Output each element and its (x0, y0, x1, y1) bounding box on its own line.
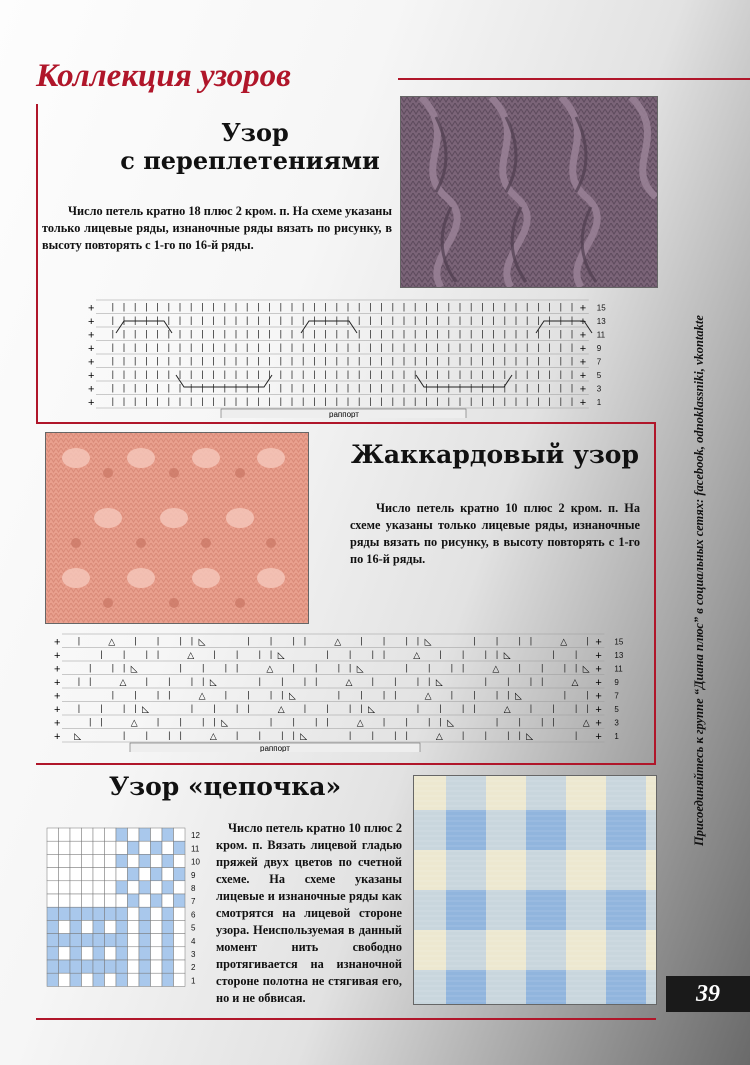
color-cell (47, 947, 59, 960)
color-cell (139, 920, 151, 933)
lace-stitch-symbol: △ (209, 732, 217, 742)
page-number-box (666, 976, 750, 1012)
color-cell (93, 934, 105, 947)
color-cell (105, 894, 117, 907)
edge-stitch: + (595, 636, 602, 649)
pattern2-title: Жаккардовый узор (351, 440, 639, 469)
lace-stitch-symbol: △ (582, 718, 590, 729)
edge-stitch: + (88, 383, 95, 396)
pattern2-photo (45, 432, 309, 624)
color-cell (174, 881, 186, 894)
color-cell (116, 920, 128, 933)
lace-stitch-symbol: ◺ (74, 732, 82, 742)
color-cell (59, 907, 71, 920)
color-cell (82, 854, 94, 867)
color-cell (162, 854, 174, 867)
lace-stitch-symbol: ◺ (526, 732, 534, 742)
edge-stitch: + (579, 397, 587, 409)
color-cell (162, 894, 174, 907)
edge-stitch: + (88, 356, 95, 369)
color-cell (93, 868, 105, 881)
lace-stitch-symbol: ◺ (221, 718, 229, 729)
edge-stitch: + (54, 731, 61, 743)
color-cell (128, 841, 140, 854)
color-cell (116, 973, 128, 986)
color-cell (139, 973, 151, 986)
lace-stitch-symbol: ◺ (356, 664, 364, 675)
color-cell (151, 841, 163, 854)
color-cell (128, 828, 140, 841)
color-cell (105, 828, 117, 841)
color-cell (93, 947, 105, 960)
lace-stitch-symbol: ◺ (447, 718, 455, 729)
color-cell (82, 868, 94, 881)
color-cell (139, 947, 151, 960)
pattern1-title-line1: Узор (221, 118, 289, 147)
rapport-label: раппорт (260, 744, 290, 752)
color-cell (82, 960, 94, 973)
pattern3-description: Число петель кратно 10 плюс 2 кром. п. Вязать лицевой гладью пряжей двух цветов по счетной схеме. На схеме указаны лицевые и изнаночные ряды как смотрятся на лицевой стороне узора. Неиспользуемая в данный момент нить свободно протягивается на изнаночной стороне полотна не стягивая его, но и не обвисая. (216, 821, 402, 1005)
color-cell (174, 920, 186, 933)
color-cell (47, 881, 59, 894)
edge-stitch: + (88, 329, 95, 342)
color-cell (162, 960, 174, 973)
color-cell (47, 934, 59, 947)
edge-stitch: + (54, 717, 61, 730)
bottom-rule (36, 1018, 656, 1020)
edge-stitch: + (579, 383, 587, 396)
color-cell (82, 947, 94, 960)
color-cell (151, 934, 163, 947)
color-cell (82, 828, 94, 841)
color-cell (70, 894, 82, 907)
lace-stitch-symbol: △ (492, 664, 500, 675)
color-cell (116, 947, 128, 960)
color-cell (93, 828, 105, 841)
color-cell (105, 868, 117, 881)
pattern3-chart (45, 826, 220, 996)
lace-stitch-symbol: △ (560, 637, 568, 648)
edge-stitch: + (88, 397, 95, 409)
color-cell (70, 973, 82, 986)
color-cell (116, 841, 128, 854)
lace-stitch-symbol: ◺ (435, 678, 443, 688)
row-number: 15 (596, 303, 606, 313)
color-cell (151, 907, 163, 920)
gingham-block (606, 970, 646, 1004)
lace-stitch-symbol: △ (571, 678, 579, 688)
jacquard-lace-swatch (46, 433, 308, 623)
color-cell (174, 947, 186, 960)
lace-stitch-symbol: △ (198, 691, 206, 702)
row-number: 8 (191, 884, 196, 893)
lace-stitch-symbol: △ (334, 637, 342, 648)
color-cell (47, 854, 59, 867)
row-number: 5 (596, 371, 602, 380)
color-cell (116, 960, 128, 973)
row-number: 1 (191, 976, 196, 986)
color-cell (93, 854, 105, 867)
color-cell (151, 828, 163, 841)
color-cell (70, 868, 82, 881)
color-cell (93, 960, 105, 973)
lace-stitch-symbol: △ (108, 637, 116, 648)
color-cell (82, 934, 94, 947)
color-cell (70, 841, 82, 854)
color-cell (128, 973, 140, 986)
header-rule (398, 78, 750, 80)
lace-stitch-symbol: △ (435, 732, 443, 742)
pattern3-title: Узор «цепочка» (108, 772, 342, 801)
edge-stitch: + (595, 677, 602, 689)
color-cell (174, 907, 186, 920)
color-cell (162, 973, 174, 986)
color-cell (139, 881, 151, 894)
rapport-label: раппорт (329, 410, 359, 418)
color-cell (162, 881, 174, 894)
color-cell (70, 907, 82, 920)
color-cell (59, 854, 71, 867)
edge-stitch: + (54, 663, 61, 676)
color-cell (162, 947, 174, 960)
gingham-block (526, 970, 566, 1004)
color-cell (162, 934, 174, 947)
color-cell (47, 973, 59, 986)
lace-stitch-symbol: ◺ (424, 637, 432, 648)
lace-stitch-symbol: ◺ (198, 637, 206, 648)
lace-stitch-symbol: △ (130, 718, 138, 729)
lace-stitch-symbol: ◺ (515, 691, 522, 702)
lace-stitch-symbol: △ (187, 651, 195, 661)
color-cell (105, 881, 117, 894)
edge-stitch: + (579, 370, 587, 382)
pattern3-photo (413, 775, 657, 1005)
color-cell (105, 934, 117, 947)
lace-stitch-symbol: ◺ (142, 705, 150, 715)
color-cell (59, 920, 71, 933)
color-cell (82, 841, 94, 854)
color-cell (59, 973, 71, 986)
color-cell (116, 854, 128, 867)
row-number: 7 (614, 691, 619, 701)
gingham-block (646, 970, 656, 1004)
edge-stitch: + (54, 650, 61, 662)
lace-stitch-symbol: △ (277, 705, 285, 715)
lace-stitch-symbol: △ (266, 664, 274, 675)
sidebar-text: Присоединяйтесь к группе “Диана плюс” в социальных сетях: facebook, odnoklassniki, vkontakte (692, 315, 706, 846)
gingham-block (566, 970, 606, 1004)
color-cell (70, 881, 82, 894)
lace-stitch-symbol: ◺ (582, 664, 590, 675)
color-cell (128, 881, 140, 894)
pattern1-photo (400, 96, 658, 288)
lace-stitch-symbol: ◺ (130, 664, 138, 675)
page-number: 39 (696, 981, 720, 1007)
color-cell (162, 907, 174, 920)
row-number: 10 (191, 857, 200, 867)
edge-stitch: + (54, 677, 61, 689)
row-number: 11 (596, 330, 606, 340)
color-cell (105, 960, 117, 973)
chain-gingham-swatch (414, 776, 656, 1004)
color-cell (47, 907, 59, 920)
row-number: 15 (614, 637, 624, 647)
color-cell (59, 947, 71, 960)
row-number: 3 (596, 384, 602, 394)
pattern1-description: Число петель кратно 18 плюс 2 кром. п. На схеме указаны только лицевые ряды, изнаночные ряды вязать по рисунку, в высоту повторять с 1-го по 16-й ряды. (42, 204, 392, 252)
pattern2-description: Число петель кратно 10 плюс 2 кром. п. На схеме указаны только лицевые ряды, изнаночные ряды вязать по рисунку, в высоту повторять с 1-го по 16-й ряды. (350, 501, 640, 566)
color-cell (105, 973, 117, 986)
edge-stitch: + (595, 663, 602, 676)
color-cell (47, 868, 59, 881)
row-number: 3 (191, 950, 196, 959)
edge-stitch: + (54, 704, 61, 716)
color-cell (70, 947, 82, 960)
row-number: 13 (614, 651, 624, 660)
pattern1-bottom-rule (36, 422, 656, 424)
edge-stitch: + (579, 356, 587, 369)
edge-stitch: + (595, 690, 602, 703)
color-cell (59, 894, 71, 907)
color-cell (59, 934, 71, 947)
edge-stitch: + (88, 343, 95, 355)
color-cell (162, 868, 174, 881)
color-cell (70, 960, 82, 973)
edge-stitch: + (595, 717, 602, 730)
gingham-block (414, 970, 446, 1004)
color-cell (82, 894, 94, 907)
pattern2-chart (54, 630, 644, 752)
color-cell (151, 894, 163, 907)
color-cell (151, 881, 163, 894)
edge-stitch: + (88, 302, 95, 315)
color-cell (151, 960, 163, 973)
color-cell (139, 828, 151, 841)
row-number: 9 (596, 344, 602, 353)
row-number: 1 (596, 398, 602, 407)
color-cell (128, 934, 140, 947)
row-number: 5 (614, 705, 619, 714)
lace-stitch-symbol: ◺ (277, 651, 285, 661)
edge-stitch: + (88, 316, 95, 328)
color-cell (105, 920, 117, 933)
color-cell (116, 894, 128, 907)
color-cell (116, 881, 128, 894)
color-cell (105, 907, 117, 920)
color-cell (162, 920, 174, 933)
row-number: 2 (191, 963, 196, 973)
color-cell (128, 894, 140, 907)
row-number: 1 (614, 732, 619, 741)
color-cell (59, 960, 71, 973)
lace-stitch-symbol: ◺ (209, 678, 217, 688)
color-cell (93, 973, 105, 986)
row-number: 12 (191, 831, 200, 841)
row-number: 5 (191, 923, 196, 933)
color-cell (47, 828, 59, 841)
color-cell (174, 854, 186, 867)
color-cell (162, 841, 174, 854)
lace-stitch-symbol: ◺ (368, 705, 376, 715)
color-cell (116, 868, 128, 881)
left-frame-rule (36, 104, 38, 422)
color-cell (59, 841, 71, 854)
edge-stitch: + (595, 731, 602, 743)
color-cell (82, 920, 94, 933)
lace-stitch-symbol: △ (356, 718, 364, 729)
color-cell (93, 881, 105, 894)
lace-stitch-symbol: △ (119, 678, 127, 688)
color-cell (128, 920, 140, 933)
color-cell (139, 868, 151, 881)
color-cell (116, 828, 128, 841)
color-cell (59, 881, 71, 894)
row-number: 3 (614, 718, 619, 728)
row-number: 9 (614, 678, 619, 687)
color-cell (139, 934, 151, 947)
color-cell (174, 868, 186, 881)
color-cell (174, 934, 186, 947)
lace-stitch-symbol: △ (413, 651, 421, 661)
row-number: 4 (191, 936, 196, 946)
color-cell (47, 841, 59, 854)
edge-stitch: + (88, 370, 95, 382)
color-cell (70, 920, 82, 933)
row-number: 6 (191, 910, 196, 920)
color-cell (93, 894, 105, 907)
row-number: 7 (191, 897, 196, 907)
color-cell (70, 854, 82, 867)
color-cell (116, 934, 128, 947)
color-cell (139, 894, 151, 907)
lace-stitch-symbol: △ (424, 691, 432, 702)
pattern1-title-line2: с переплетениями (120, 146, 380, 175)
gingham-block (486, 970, 526, 1004)
color-cell (82, 973, 94, 986)
color-cell (151, 854, 163, 867)
color-cell (59, 868, 71, 881)
edge-stitch: + (595, 650, 602, 662)
color-cell (105, 947, 117, 960)
color-cell (105, 841, 117, 854)
color-cell (151, 868, 163, 881)
color-cell (105, 854, 117, 867)
row-number: 7 (596, 357, 602, 367)
pattern1-chart (88, 296, 618, 418)
color-cell (151, 973, 163, 986)
color-cell (139, 907, 151, 920)
color-cell (139, 854, 151, 867)
color-cell (174, 960, 186, 973)
color-cell (47, 920, 59, 933)
cable-knit-swatch (401, 97, 657, 287)
collection-title: Коллекция узоров (36, 58, 291, 94)
pattern2-bottom-rule (36, 763, 656, 765)
color-cell (93, 907, 105, 920)
color-cell (47, 960, 59, 973)
color-cell (128, 960, 140, 973)
color-cell (128, 854, 140, 867)
color-cell (70, 828, 82, 841)
color-cell (151, 947, 163, 960)
edge-stitch: + (54, 690, 61, 703)
color-cell (162, 828, 174, 841)
edge-stitch: + (579, 302, 587, 315)
right-frame-rule (654, 422, 656, 765)
gingham-block (446, 970, 486, 1004)
color-cell (47, 894, 59, 907)
lace-stitch-symbol: △ (345, 678, 353, 688)
color-cell (93, 920, 105, 933)
lace-stitch-symbol: ◺ (289, 691, 296, 702)
row-number: 11 (191, 844, 200, 854)
color-cell (82, 907, 94, 920)
lace-stitch-symbol: △ (503, 705, 511, 715)
edge-stitch: + (579, 316, 587, 328)
color-cell (139, 841, 151, 854)
edge-stitch: + (54, 636, 61, 649)
color-cell (174, 973, 186, 986)
color-cell (174, 828, 186, 841)
edge-stitch: + (579, 343, 587, 355)
lace-stitch-symbol: ◺ (503, 651, 511, 661)
color-cell (128, 868, 140, 881)
color-cell (116, 907, 128, 920)
row-number: 9 (191, 870, 196, 880)
edge-stitch: + (595, 704, 602, 716)
color-cell (59, 828, 71, 841)
color-cell (128, 947, 140, 960)
row-number: 11 (614, 664, 623, 674)
color-cell (93, 841, 105, 854)
lace-stitch-symbol: ◺ (300, 732, 308, 742)
color-cell (139, 960, 151, 973)
color-cell (128, 907, 140, 920)
row-number: 13 (596, 317, 606, 326)
color-cell (151, 920, 163, 933)
edge-stitch: + (579, 329, 587, 342)
color-cell (70, 934, 82, 947)
color-cell (174, 894, 186, 907)
color-cell (174, 841, 186, 854)
color-cell (82, 881, 94, 894)
